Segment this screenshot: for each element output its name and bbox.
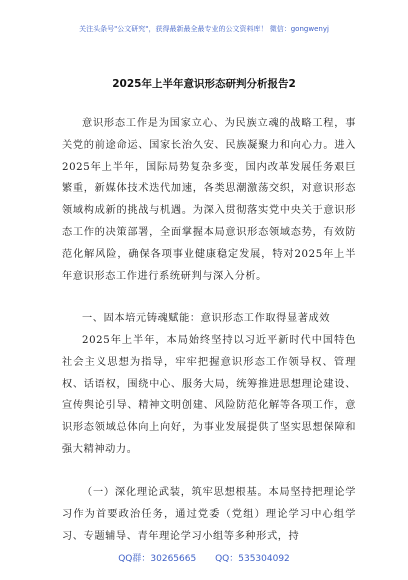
section-heading-1: 一、固本培元铸魂赋能：意识形态工作取得显著成效 (82, 313, 331, 324)
intro-paragraph: 意识形态工作是为国家立心、为民族立魂的战略工程，事关党的前途命运、国家长治久安、民族凝聚力和向心力。进入2025年上半年，国际局势复杂多变，国内改革发展任务艰巨繁重，新媒体技术迭代加速，各类思潮激荡交织，对意识形态领域构成新的挑战与机遇。为深入贯彻落实党中央关于意识形态工作的决策部署，全面掌握本局意识形态领域态势，有效防范化解风险，确保各项事业健康稳定发展，特对2025年上半年意识形态工作进行系统研判与深入分析。 (62, 118, 356, 282)
footer-qq: QQ：535304092 (215, 554, 290, 564)
document-title: 2025年上半年意识形态研判分析报告2 (112, 78, 296, 90)
section-1-paragraph: 2025年上半年，本局始终坚持以习近平新时代中国特色社会主义思想为指导，牢牢把握意识形态工作领导权、管理权、话语权，围绕中心、服务大局，统筹推进思想理论建设、宣传舆论引导、精神文明创建、风险防范化解等各项工作，意识形态领域总体向上向好，为事业发展提供了坚实思想保障和强大精神动力。 (62, 335, 356, 455)
header-note: 关注头条号"公文研究"，获得最新最全最专业的公文资料库！ 微信：gongwenyj (79, 25, 329, 33)
footer-qq-group: QQ群：30265665 (118, 554, 197, 564)
footer-contact (0, 551, 408, 564)
subsection-paragraph: （一）深化理论武装，筑牢思想根基。本局坚持把理论学习作为首要政治任务，通过党委（党组）理论学习中心组学习、专题辅导、青年理论学习小组等多种形式，持 (62, 487, 356, 542)
